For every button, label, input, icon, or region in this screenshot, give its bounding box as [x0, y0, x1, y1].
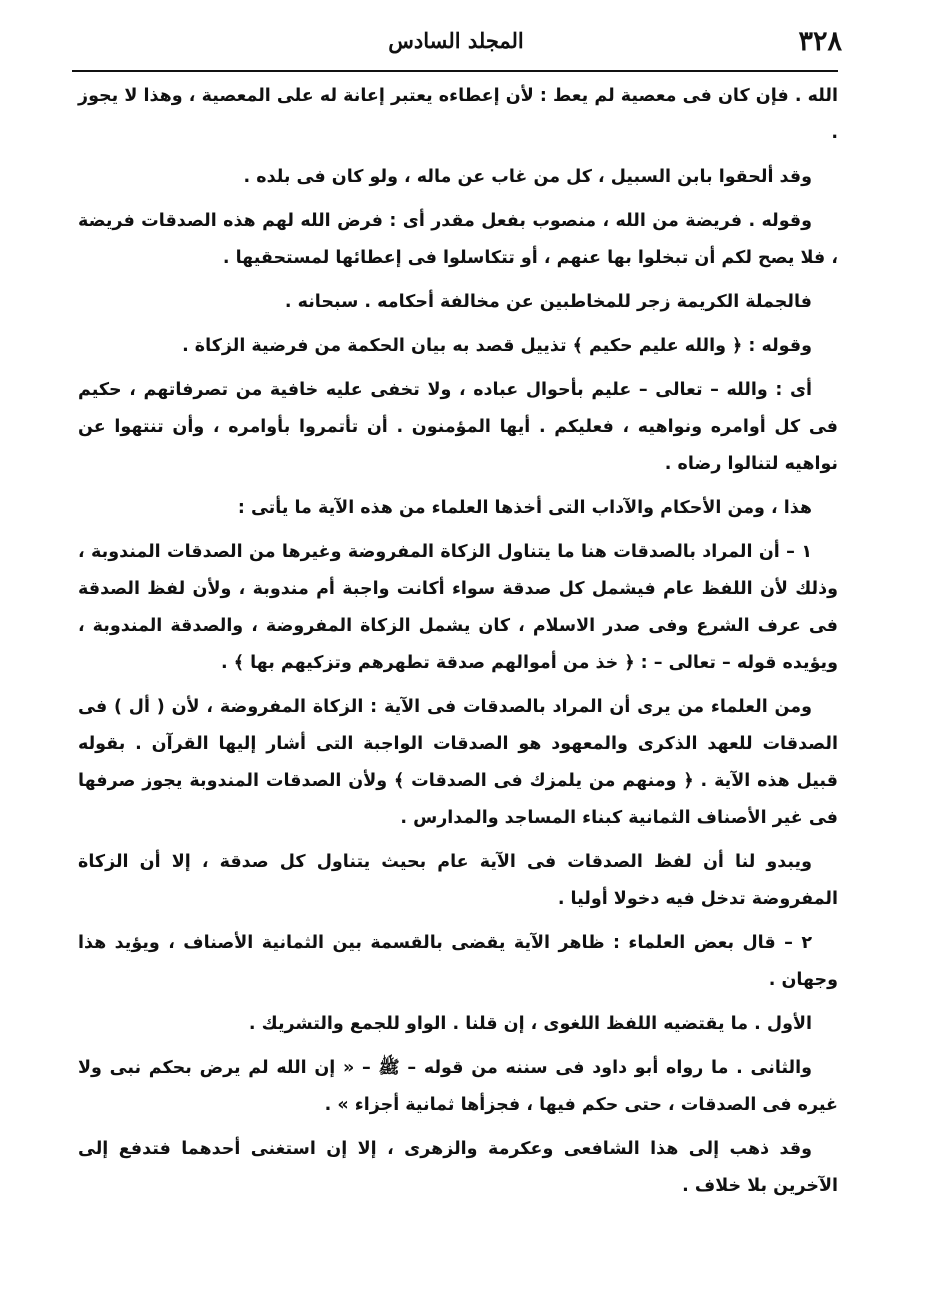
page-header: [70, 18, 842, 70]
paragraph: ٢ – قال بعض العلماء : ظاهر الآية يقضى بالقسمة بين الثمانية الأصناف ، ويؤيد هذا وجهان .: [78, 933, 838, 990]
paragraph: فالجملة الكريمة زجر للمخاطبين عن مخالفة أحكامه . سبحانه .: [284, 292, 812, 312]
paragraph: ١ – أن المراد بالصدقات هنا ما يتناول الزكاة المفروضة وغيرها من الصدقات المندوبة ، وذلك لأن اللفظ عام فيشمل كل صدقة سواء أكانت واجبة أم مندوبة ، ولأن لفظ الصدقة فى عرف الشرع وفى صدر الاسلام ، كان يشمل الزكاة المفروضة ، والصدقة المندوبة ، ويؤيده قوله – تعالى – : ﴿ خذ من أموالهم صدقة تطهرهم وتزكيهم بها ﴾ .: [78, 542, 838, 673]
paragraph: وقد ألحقوا بابن السبيل ، كل من غاب عن ماله ، ولو كان فى بلده .: [243, 167, 812, 187]
header-rule: [72, 70, 838, 72]
running-title: المجلد السادس: [388, 28, 524, 53]
page-number: ٣٢٨: [798, 26, 842, 57]
paragraph: والثانى . ما رواه أبو داود فى سننه من قوله – ﷺ – « إن الله لم يرض بحكم نبى ولا غيره فى الصدقات ، حتى حكم فيها ، فجزأها ثمانية أجزاء » .: [78, 1058, 838, 1115]
paragraph: الأول . ما يقتضيه اللفظ اللغوى ، إن قلنا . الواو للجمع والتشريك .: [248, 1014, 812, 1034]
paragraph: وقد ذهب إلى هذا الشافعى وعكرمة والزهرى ، إلا إن استغنى أحدهما فتدفع إلى الآخرين بلا خلاف .: [78, 1139, 838, 1196]
paragraph: ومن العلماء من يرى أن المراد بالصدقات فى الآية : الزكاة المفروضة ، لأن ( أل ) فى الصدقات للعهد الذكرى والمعهود هو الصدقات الواجبة التى أشار إليها القرآن . بقوله قبيل هذه الآية . ﴿ ومنهم من يلمزك فى الصدقات ﴾ ولأن الصدقات المندوبة يجوز صرفها فى غير الأصناف الثمانية كبناء المساجد والمدارس .: [78, 697, 838, 828]
paragraph: هذا ، ومن الأحكام والآداب التى أخذها العلماء من هذه الآية ما يأتى :: [237, 498, 812, 518]
paragraph: أى : والله – تعالى – عليم بأحوال عباده ، ولا تخفى عليه خافية من تصرفاتهم ، حكيم فى كل أوامره ونواهيه ، فعليكم . أيها المؤمنون . أن تأتمروا بأوامره ، وأن تنتهوا عن نواهيه لتنالوا رضاه .: [78, 380, 838, 474]
paragraph: وقوله . فريضة من الله ، منصوب بفعل مقدر أى : فرض الله لهم هذه الصدقات فريضة ، فلا يصح لكم أن تبخلوا بها عنهم ، أو تتكاسلوا فى إعطائها لمستحقيها .: [78, 211, 838, 268]
paragraph: الله . فإن كان فى معصية لم يعط : لأن إعطاءه يعتبر إعانة له على المعصية ، وهذا لا يجوز .: [78, 86, 838, 143]
paragraph: وقوله : ﴿ والله عليم حكيم ﴾ تذييل قصد به بيان الحكمة من فرضية الزكاة .: [182, 336, 812, 356]
page-body: [78, 78, 838, 1212]
paragraph: ويبدو لنا أن لفظ الصدقات فى الآية عام بحيث يتناول كل صدقة ، إلا أن الزكاة المفروضة تدخل فيه دخولا أوليا .: [78, 852, 838, 909]
